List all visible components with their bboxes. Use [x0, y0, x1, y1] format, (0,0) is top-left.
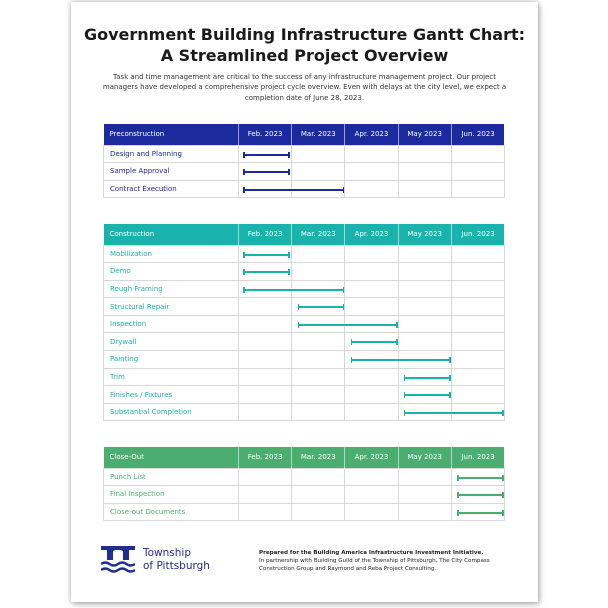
task-name: Drywall — [104, 333, 239, 351]
footer-note-heading: Prepared for the Building America Infrastructure Investment Initiative. — [259, 550, 484, 556]
task-bar — [243, 289, 344, 291]
task-name: Final Inspection — [104, 486, 239, 504]
task-bar — [298, 306, 345, 308]
logo-line-2: of Pittsburgh — [143, 560, 210, 572]
month-header: Feb. 2023 — [239, 124, 292, 145]
month-header: Feb. 2023 — [239, 447, 292, 468]
title-line-2: A Streamlined Project Overview — [160, 46, 449, 65]
month-cell — [398, 503, 451, 521]
month-cell — [451, 263, 504, 281]
month-cell — [398, 486, 451, 504]
month-cell — [451, 280, 504, 298]
month-cell — [398, 468, 451, 486]
document-page — [71, 2, 538, 602]
month-header: Mar. 2023 — [292, 224, 345, 245]
intro-paragraph: Task and time management are critical to the success of any infrastructure management project. Our project managers have developed a comprehensive project cycle overview. Even with delays at the city level, we expect a completion date of June 28, 2023. — [102, 73, 507, 102]
month-cell — [345, 263, 398, 281]
month-cell — [345, 368, 398, 386]
month-cell — [451, 180, 504, 198]
month-cell — [345, 298, 398, 316]
task-row — [104, 163, 505, 181]
task-name: Mobilization — [104, 245, 239, 263]
month-cell — [239, 245, 292, 263]
task-bar — [298, 324, 398, 326]
month-cell — [451, 351, 504, 369]
month-cell — [292, 245, 345, 263]
footer-note-body: In partnership with Building Guild of the Township of Pittsburgh, The City Compass Construction Group and Raymond and Reba Project Consulting. — [259, 558, 490, 573]
task-row — [104, 468, 505, 486]
month-cell — [292, 333, 345, 351]
month-cell — [451, 245, 504, 263]
month-cell — [292, 403, 345, 421]
month-header: May 2023 — [398, 224, 451, 245]
month-header: Apr. 2023 — [345, 124, 398, 145]
task-row — [104, 263, 505, 281]
month-cell — [239, 333, 292, 351]
section-title: Preconstruction — [109, 130, 165, 139]
task-row — [104, 503, 505, 521]
month-cell — [451, 298, 504, 316]
month-cell — [345, 486, 398, 504]
footer-note — [259, 549, 517, 574]
month-cell — [292, 145, 345, 163]
month-cell — [451, 368, 504, 386]
task-row — [104, 386, 505, 404]
task-row — [104, 145, 505, 163]
task-bar — [404, 394, 451, 396]
month-header: Mar. 2023 — [292, 124, 345, 145]
task-bar — [457, 512, 504, 514]
month-cell — [292, 503, 345, 521]
task-row — [104, 333, 505, 351]
section-title: Construction — [109, 230, 155, 239]
month-cell — [292, 351, 345, 369]
gantt-section-close-out — [103, 447, 505, 521]
month-cell — [345, 145, 398, 163]
task-name: Trim — [104, 368, 239, 386]
task-row — [104, 280, 505, 298]
month-cell — [398, 315, 451, 333]
month-cell — [398, 333, 451, 351]
task-name: Painting — [104, 351, 239, 369]
task-bar — [351, 359, 451, 361]
month-cell — [398, 163, 451, 181]
task-name: Punch List — [104, 468, 239, 486]
section-title: Close-Out — [109, 453, 144, 462]
month-cell — [451, 386, 504, 404]
month-cell — [239, 486, 292, 504]
task-name: Sample Approval — [104, 163, 239, 181]
month-cell — [398, 298, 451, 316]
month-cell — [239, 180, 292, 198]
task-row — [104, 245, 505, 263]
task-bar — [243, 189, 344, 191]
month-cell — [292, 368, 345, 386]
task-bar — [404, 377, 451, 379]
month-header: Jun. 2023 — [451, 224, 504, 245]
month-cell — [345, 468, 398, 486]
task-name: Contract Execution — [104, 180, 239, 198]
month-header: Jun. 2023 — [451, 447, 504, 468]
gantt-section-preconstruction — [103, 124, 505, 198]
month-cell — [239, 468, 292, 486]
task-row — [104, 351, 505, 369]
month-cell — [292, 386, 345, 404]
month-cell — [398, 245, 451, 263]
month-header: Mar. 2023 — [292, 447, 345, 468]
title-line-1: Government Building Infrastructure Gantt Chart: — [83, 25, 526, 44]
month-cell — [292, 468, 345, 486]
task-name: Close-out Documents — [104, 503, 239, 521]
task-bar — [243, 254, 289, 256]
month-cell — [239, 351, 292, 369]
task-bar — [243, 154, 289, 156]
month-cell — [398, 145, 451, 163]
task-row — [104, 298, 505, 316]
month-cell — [345, 180, 398, 198]
month-cell — [398, 180, 451, 198]
month-header: Jun. 2023 — [451, 124, 504, 145]
month-cell — [239, 263, 292, 281]
task-bar — [243, 271, 289, 273]
gantt-section-construction — [103, 224, 505, 421]
task-bar — [243, 171, 289, 173]
task-name: Design and Planning — [104, 145, 239, 163]
month-cell — [451, 145, 504, 163]
task-bar — [404, 412, 504, 414]
task-name: Demo — [104, 263, 239, 281]
month-cell — [345, 280, 398, 298]
month-header: Apr. 2023 — [345, 224, 398, 245]
task-name: Finishes / Fixtures — [104, 386, 239, 404]
task-row — [104, 315, 505, 333]
month-header: May 2023 — [398, 124, 451, 145]
month-cell — [239, 503, 292, 521]
month-cell — [292, 486, 345, 504]
task-bar — [351, 341, 398, 343]
month-cell — [345, 503, 398, 521]
month-cell — [239, 368, 292, 386]
month-cell — [345, 245, 398, 263]
month-cell — [239, 163, 292, 181]
month-cell — [239, 403, 292, 421]
task-row — [104, 180, 505, 198]
month-cell — [345, 403, 398, 421]
month-cell — [451, 333, 504, 351]
month-header: Feb. 2023 — [239, 224, 292, 245]
month-cell — [239, 386, 292, 404]
document-title — [71, 24, 538, 66]
month-cell — [451, 163, 504, 181]
task-bar — [457, 494, 504, 496]
month-cell — [345, 163, 398, 181]
township-logo-text — [143, 547, 210, 573]
task-bar — [457, 477, 504, 479]
township-logo-icon — [101, 546, 135, 574]
task-name: Substantial Completion — [104, 403, 239, 421]
township-logo — [101, 546, 210, 574]
month-cell — [345, 386, 398, 404]
month-cell — [239, 298, 292, 316]
month-cell — [239, 315, 292, 333]
task-name: Rough Framing — [104, 280, 239, 298]
month-header: May 2023 — [398, 447, 451, 468]
task-name: Structural Repair — [104, 298, 239, 316]
month-cell — [292, 163, 345, 181]
month-cell — [398, 263, 451, 281]
month-cell — [292, 263, 345, 281]
month-header: Apr. 2023 — [345, 447, 398, 468]
task-row — [104, 486, 505, 504]
task-row — [104, 403, 505, 421]
month-cell — [451, 315, 504, 333]
month-cell — [239, 280, 292, 298]
logo-line-1: Township — [143, 547, 192, 559]
task-name: Inspection — [104, 315, 239, 333]
task-row — [104, 368, 505, 386]
month-cell — [398, 280, 451, 298]
month-cell — [239, 145, 292, 163]
